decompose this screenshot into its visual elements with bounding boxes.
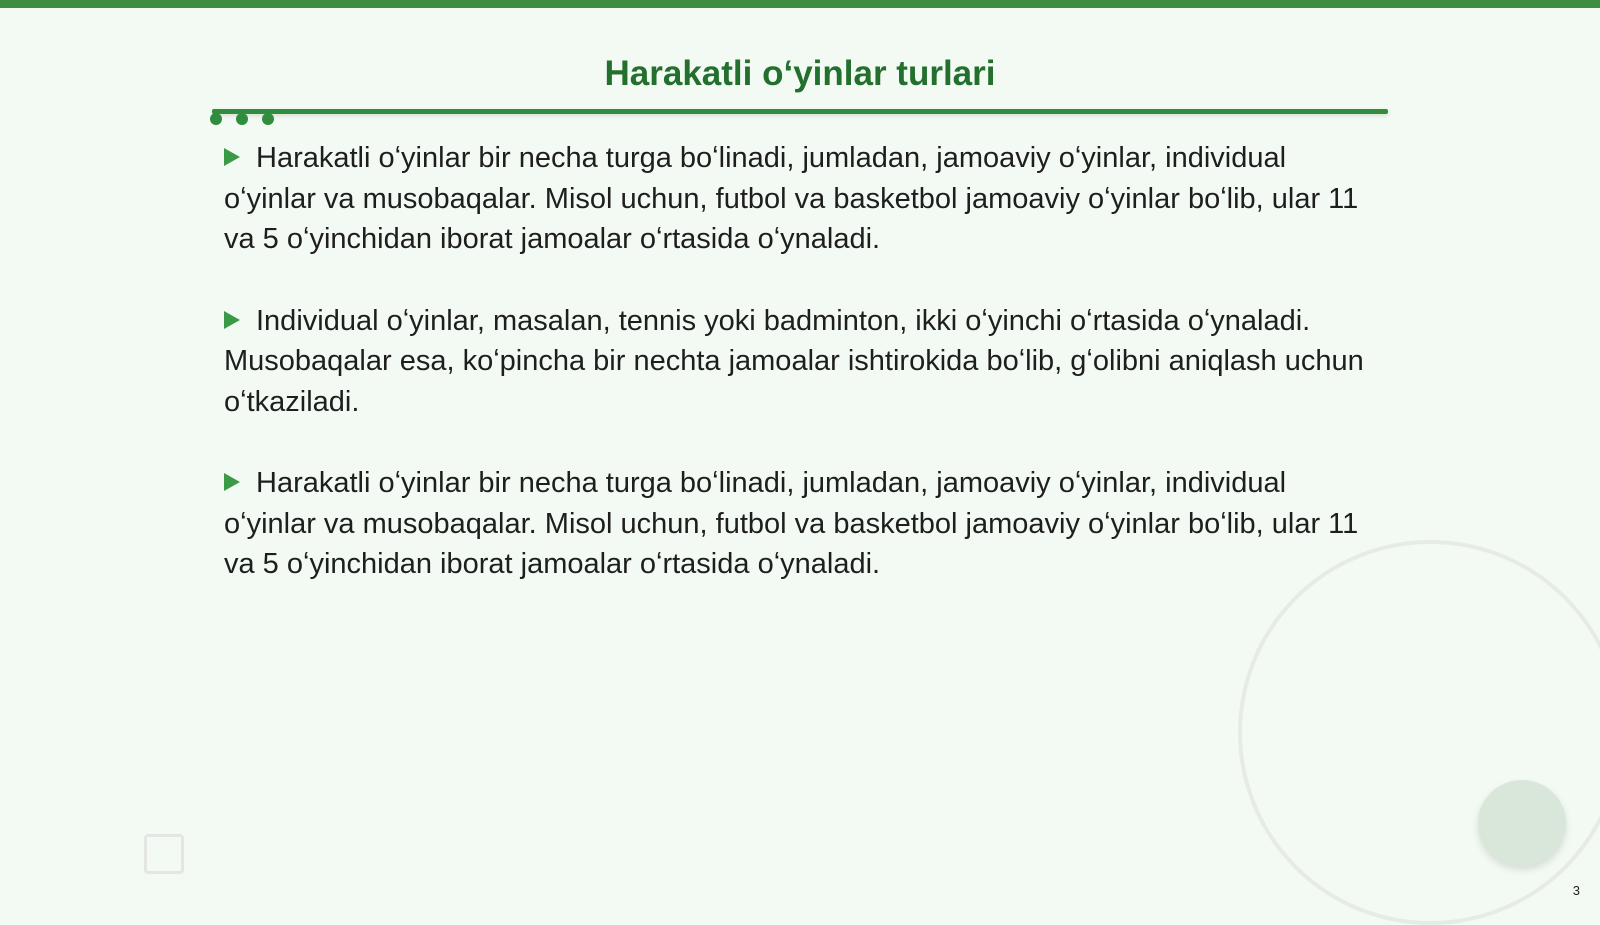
decorative-disc (1478, 780, 1566, 866)
bullet-text: Individual oʻyinlar, masalan, tennis yoki badminton, ikki oʻyinchi oʻrtasida oʻynaladi. Musobaqalar esa, koʻpincha bir nechta jamoalar ishtirokida boʻlib, gʻolibni aniqlash uchun oʻtkaziladi. (224, 304, 1364, 418)
bullet-item (224, 301, 1374, 423)
title-underline (212, 109, 1388, 114)
bullet-item (224, 463, 1374, 585)
bullet-item (224, 138, 1374, 260)
bullet-text: Harakatli oʻyinlar bir necha turga boʻlinadi, jumladan, jamoaviy oʻyinlar, individual oʻyinlar va musobaqalar. Misol uchun, futbol va basketbol jamoaviy oʻyinlar boʻlib, ular 11 va 5 oʻyinchidan iborat jamoalar oʻrtasida oʻynaladi. (224, 467, 1359, 580)
underline-dot (262, 113, 274, 125)
triangle-right-icon (224, 311, 240, 329)
underline-dot (210, 113, 222, 125)
decorative-ring (1238, 540, 1600, 925)
page-number: 3 (1572, 883, 1580, 898)
bullet-text: Harakatli oʻyinlar bir necha turga boʻlinadi, jumladan, jamoaviy oʻyinlar, individual oʻyinlar va musobaqalar. Misol uchun, futbol va basketbol jamoaviy oʻyinlar boʻlib, ular 11 va 5 oʻyinchidan iborat jamoalar oʻrtasida oʻynaladi. (224, 142, 1359, 255)
slide-title: Harakatli oʻyinlar turlari (604, 54, 996, 93)
decorative-square (144, 834, 184, 874)
top-accent-bar (0, 0, 1600, 8)
bullet-list (224, 138, 1374, 626)
underline-dot (236, 113, 248, 125)
triangle-right-icon (224, 148, 240, 166)
triangle-right-icon (224, 473, 240, 491)
